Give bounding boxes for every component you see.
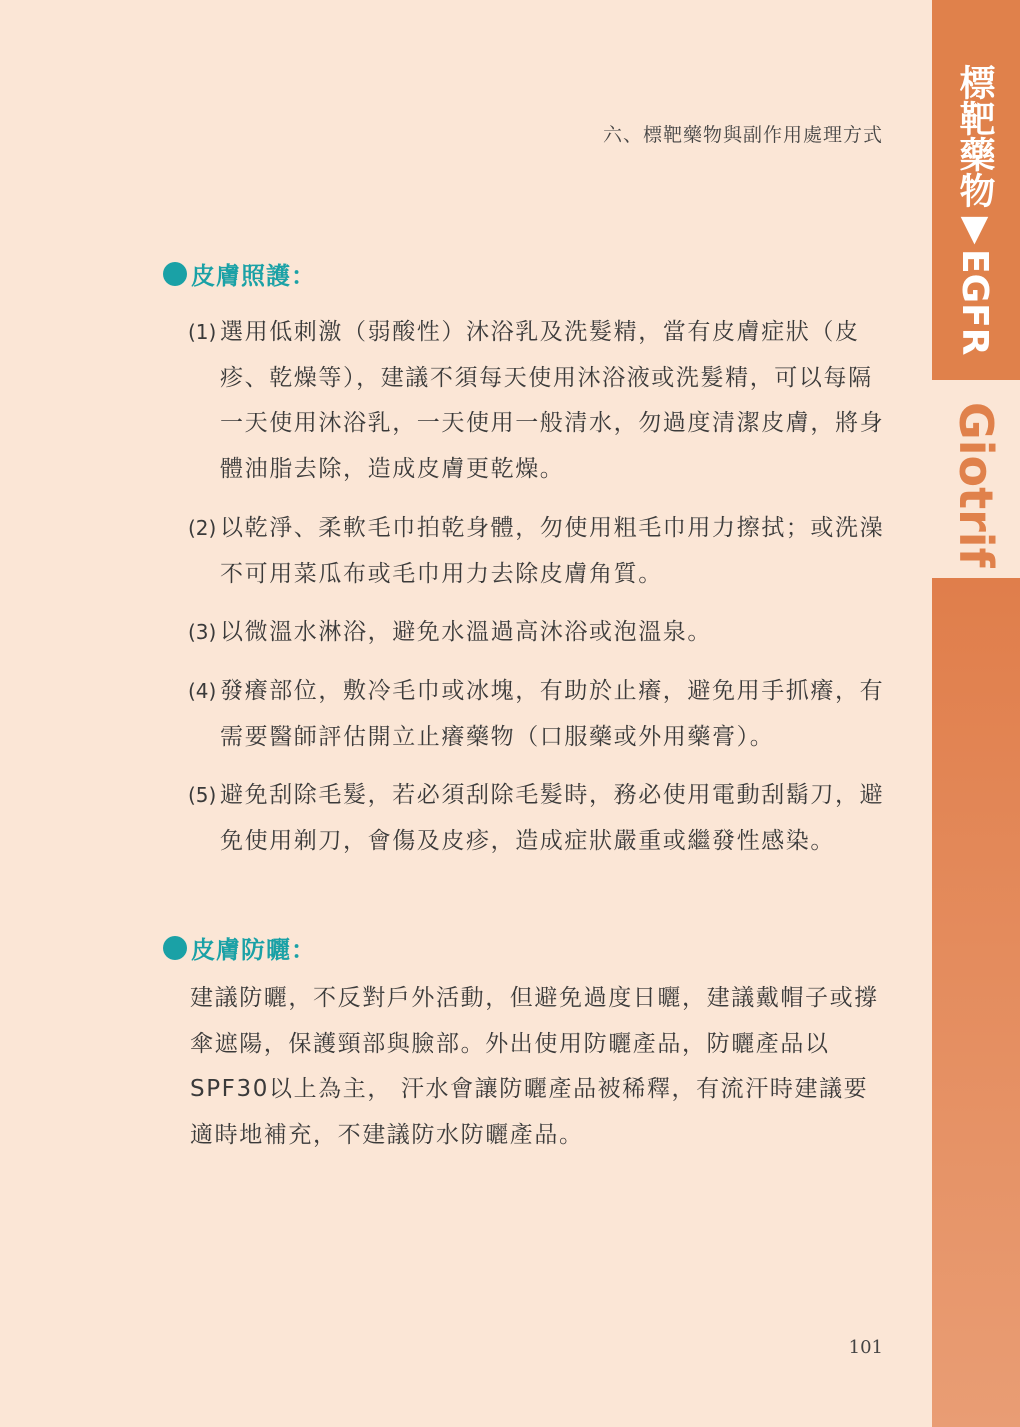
side-tab [932, 0, 1020, 1427]
list-item-text: 以乾淨、柔軟毛巾拍乾身體，勿使用粗毛巾用力擦拭；或洗澡不可用菜瓜布或毛巾用力去除皮膚角質。 [220, 515, 885, 587]
list-item-number: (3) [188, 620, 217, 644]
list-item [188, 610, 888, 656]
sun-protection-paragraph: 建議防曬，不反對戶外活動，但避免過度日曬，建議戴帽子或撐傘遮陽，保護頸部與臉部。外出使用防曬產品，防曬產品以SPF30以上為主， 汗水會讓防曬產品被稀釋，有流汗時建議要適時地補充，不建議防水防曬產品。 [190, 985, 879, 1148]
side-tab-bottom-block [932, 578, 1020, 1427]
list-item [188, 310, 888, 492]
list-item-text: 避免刮除毛髮，若必須刮除毛髮時，務必使用電動刮鬍刀，避免使用剃刀，會傷及皮疹，造成症狀嚴重或繼發性感染。 [220, 782, 885, 854]
list-item-text: 發癢部位，敷冷毛巾或冰塊，有助於止癢，避免用手抓癢，有需要醫師評估開立止癢藥物（口服藥或外用藥膏）。 [220, 678, 885, 750]
side-tab-brand: Giotrif [949, 402, 1003, 568]
side-tab-brand-block [932, 380, 1020, 578]
list-item [188, 506, 888, 597]
bullet-dot-icon [163, 262, 187, 286]
list-item [188, 669, 888, 760]
section-heading-text: 皮膚防曬： [191, 936, 316, 964]
section-heading-sun-protection [163, 930, 316, 965]
list-item-number: (4) [188, 679, 217, 703]
list-item-text: 選用低刺激（弱酸性）沐浴乳及洗髮精，當有皮膚症狀（皮疹、乾燥等），建議不須每天使用沐浴液或洗髮精，可以每隔一天使用沐浴乳，一天使用一般清水，勿過度清潔皮膚，將身體油脂去除，造成皮膚更乾燥。 [220, 319, 885, 482]
list-item-number: (2) [188, 516, 217, 540]
bullet-dot-icon [163, 936, 187, 960]
running-header: 六、標靶藥物與副作用處理方式 [602, 124, 883, 146]
list-item-number: (5) [188, 783, 217, 807]
list-item [188, 773, 888, 864]
side-tab-label: 標靶藥物▼EGFR [954, 64, 995, 356]
section-heading-text: 皮膚照護： [191, 262, 316, 290]
section-heading-skin-care [163, 256, 316, 291]
side-tab-label-block [932, 0, 1020, 380]
list-item-text: 以微溫水淋浴，避免水溫過高沐浴或泡溫泉。 [220, 619, 712, 645]
list-item-number: (1) [188, 320, 217, 344]
page-number: 101 [848, 1337, 883, 1358]
